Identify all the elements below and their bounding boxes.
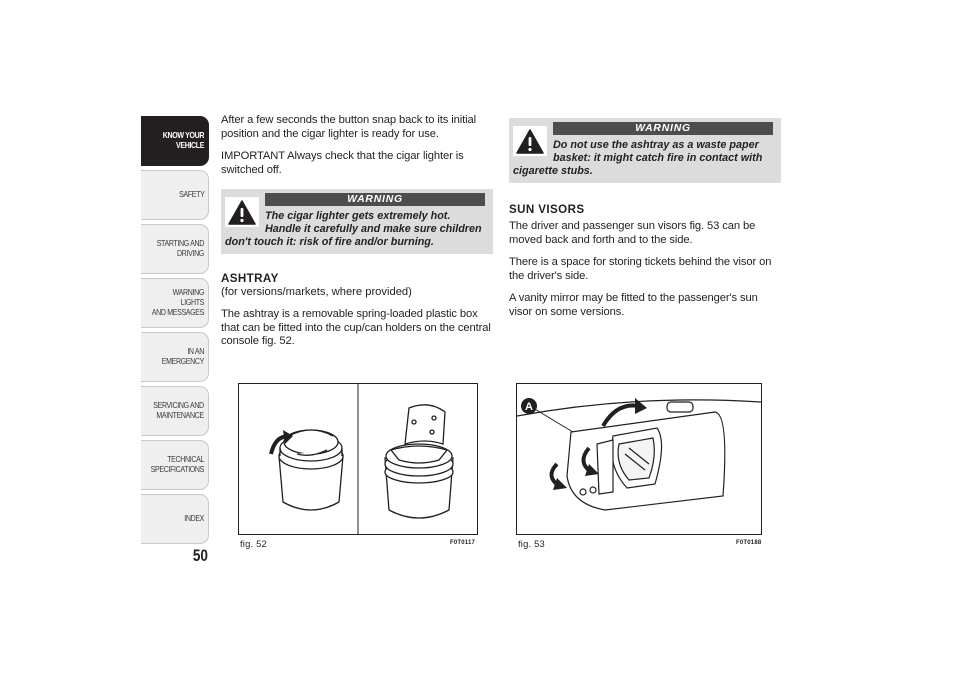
tab-safety[interactable]	[141, 170, 209, 220]
tab-starting-and-driving[interactable]	[141, 224, 209, 274]
callout-a-label: A	[525, 401, 533, 413]
paragraph: There is a space for storing tickets behind the visor on the driver's side.	[509, 256, 772, 282]
left-column	[221, 114, 493, 358]
tab-label: INDEX	[184, 514, 204, 523]
paragraph: IMPORTANT Always check that the cigar lighter is switched off.	[221, 150, 464, 176]
figure-code: F0T0117	[450, 540, 476, 546]
tab-label: IN AN EMERGENCY	[161, 347, 204, 366]
tab-label: WARNING LIGHTS AND MESSAGES	[151, 288, 204, 317]
tab-technical-specifications[interactable]	[141, 440, 209, 490]
paragraph: After a few seconds the button snap back to its initial position and the cigar lighter is ready for use.	[221, 114, 477, 140]
section-title: SUN VISORS	[509, 203, 585, 216]
warning-heading: WARNING	[265, 193, 485, 206]
figure-ashtray	[238, 383, 478, 535]
figure-sun-visor	[516, 383, 762, 535]
figure-caption: fig. 53	[518, 538, 545, 549]
tab-know-your-vehicle[interactable]	[141, 116, 209, 166]
warning-triangle-icon	[513, 126, 547, 156]
figure-code: F0T0188	[736, 540, 762, 546]
figure-caption: fig. 52	[240, 538, 267, 549]
paragraph: A vanity mirror may be fitted to the passenger's sun visor on some versions.	[509, 292, 758, 318]
tab-index[interactable]	[141, 494, 209, 544]
right-column	[509, 114, 781, 329]
tab-warning-lights[interactable]	[141, 278, 209, 328]
warning-text: Do not use the ashtray as a waste paper basket: it might catch fire in contact with cigarette stubs.	[513, 139, 763, 177]
warning-box	[221, 189, 493, 254]
paragraph: The driver and passenger sun visors fig. 53 can be moved back and forth and to the side.	[509, 220, 756, 246]
ashtray-illustration	[239, 384, 477, 534]
paragraph: The ashtray is a removable spring-loaded plastic box that can be fitted into the cup/can holders on the central console fig. 52.	[221, 307, 491, 348]
warning-text: The cigar lighter gets extremely hot. Handle it carefully and make sure children don't touch it: risk of fire and/or burning.	[225, 210, 482, 249]
page-number: 50	[192, 546, 208, 565]
sun-visor-illustration	[517, 384, 761, 534]
section-title: ASHTRAY	[221, 272, 279, 286]
tab-label: STARTING AND DRIVING	[156, 239, 204, 258]
tab-label: SERVICING AND MAINTENANCE	[153, 401, 204, 420]
section-subtitle: (for versions/markets, where provided)	[221, 286, 412, 299]
tab-label: TECHNICAL SPECIFICATIONS	[150, 455, 204, 474]
warning-box	[509, 118, 781, 183]
tab-servicing[interactable]	[141, 386, 209, 436]
tab-label: KNOW YOUR VEHICLE	[162, 131, 204, 150]
warning-heading: WARNING	[553, 122, 773, 135]
tab-label: SAFETY	[178, 190, 204, 199]
warning-triangle-icon	[225, 197, 259, 227]
tab-in-an-emergency[interactable]	[141, 332, 209, 382]
